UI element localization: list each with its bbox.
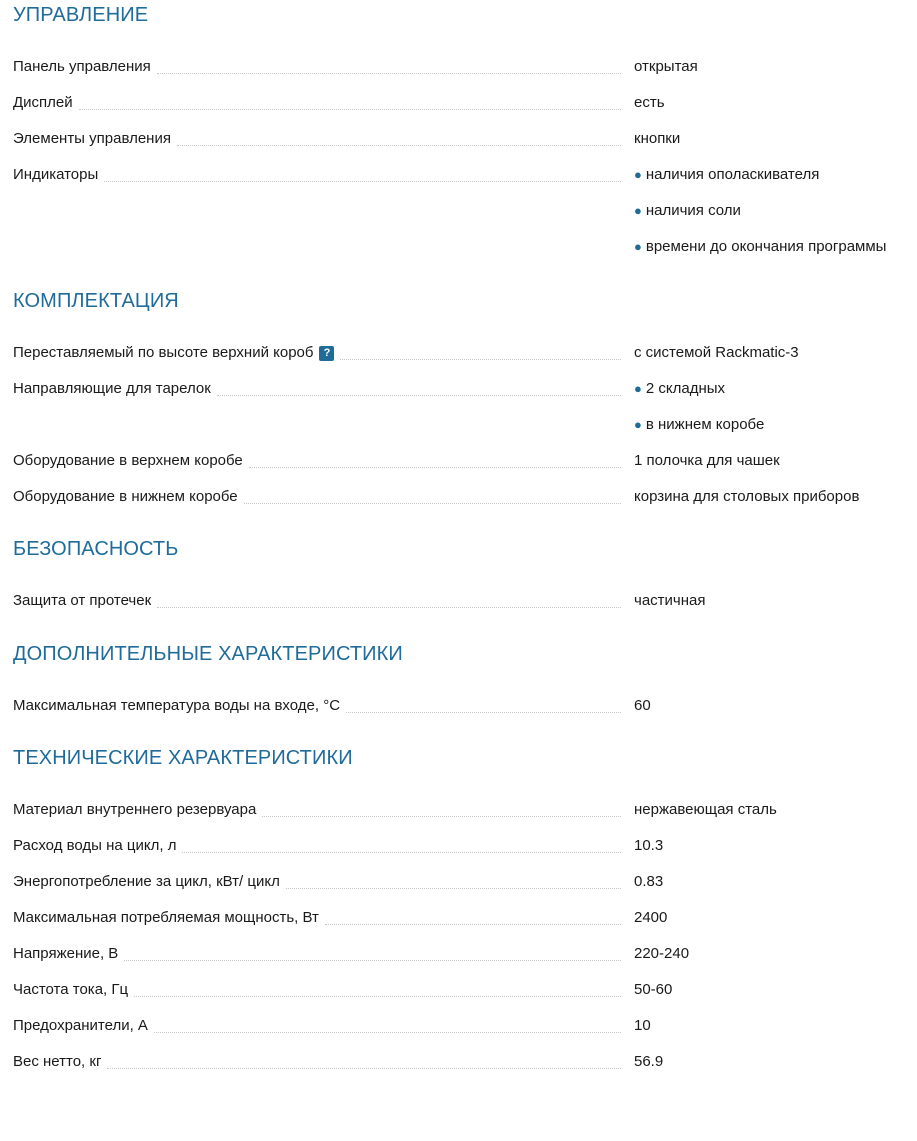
spec-value: 50-60: [634, 981, 673, 998]
spec-row: [13, 935, 917, 971]
spec-value: [634, 228, 886, 264]
bullet-icon: ●: [634, 417, 642, 432]
section-title: ДОПОЛНИТЕЛЬНЫЕ ХАРАКТЕРИСТИКИ: [13, 643, 403, 665]
spec-value-text: в нижнем коробе: [645, 416, 765, 433]
section-controls: [13, 0, 917, 264]
dotted-leader: [346, 712, 621, 713]
spec-label: Оборудование в нижнем коробе: [13, 488, 242, 506]
spec-row: [13, 334, 917, 370]
dotted-leader: [134, 996, 621, 997]
spec-label: Оборудование в верхнем коробе: [13, 452, 247, 470]
spec-rows: [13, 48, 917, 264]
spec-row: [13, 971, 917, 1007]
spec-row: [13, 827, 917, 863]
spec-value: 10.3: [634, 837, 664, 854]
spec-rows: [13, 582, 917, 618]
dotted-leader: [286, 888, 621, 889]
dotted-leader: [157, 73, 621, 74]
spec-value: [634, 156, 886, 192]
bullet-icon: ●: [634, 381, 642, 396]
section-safety: [13, 534, 917, 618]
spec-value: нержавеющая сталь: [634, 801, 777, 818]
spec-rows: [13, 791, 917, 1079]
spec-label: Индикаторы: [13, 166, 102, 184]
dotted-leader: [157, 607, 621, 608]
spec-label: Частота тока, Гц: [13, 981, 132, 999]
spec-value-text: наличия ополаскивателя: [645, 166, 820, 183]
spec-value: 56.9: [634, 1053, 664, 1070]
dotted-leader: [325, 924, 621, 925]
spec-value: частичная: [634, 592, 706, 609]
spec-value: 0.83: [634, 873, 664, 890]
section-title: ТЕХНИЧЕСКИЕ ХАРАКТЕРИСТИКИ: [13, 747, 353, 769]
spec-value: [634, 406, 764, 442]
spec-row: [13, 791, 917, 827]
section-additional: [13, 639, 917, 723]
spec-label: Материал внутреннего резервуара: [13, 801, 260, 819]
spec-row: [13, 899, 917, 935]
dotted-leader: [124, 960, 621, 961]
dotted-leader: [217, 395, 621, 396]
spec-value: есть: [634, 94, 665, 111]
spec-value: 10: [634, 1017, 651, 1034]
spec-label: Энергопотребление за цикл, кВт/ цикл: [13, 873, 284, 891]
dotted-leader: [244, 503, 621, 504]
spec-label: Вес нетто, кг: [13, 1053, 105, 1071]
dotted-leader: [107, 1068, 621, 1069]
spec-row: [13, 582, 917, 618]
spec-row: [13, 442, 917, 478]
spec-value: с системой Rackmatic-3: [634, 344, 799, 361]
spec-row: [13, 1043, 917, 1079]
dotted-leader: [262, 816, 621, 817]
spec-label: Напряжение, В: [13, 945, 122, 963]
spec-value: 1 полочка для чашек: [634, 452, 780, 469]
section-title: КОМПЛЕКТАЦИЯ: [13, 290, 179, 312]
bullet-icon: ●: [634, 203, 642, 218]
spec-row: [13, 156, 917, 264]
spec-label: [13, 344, 338, 362]
spec-label: Дисплей: [13, 94, 77, 112]
spec-rows: [13, 687, 917, 723]
spec-label: Элементы управления: [13, 130, 175, 148]
spec-label: Панель управления: [13, 58, 155, 76]
dotted-leader: [177, 145, 621, 146]
spec-rows: [13, 334, 917, 514]
section-title: БЕЗОПАСНОСТЬ: [13, 538, 179, 560]
dotted-leader: [154, 1032, 621, 1033]
section-title: УПРАВЛЕНИЕ: [13, 4, 149, 26]
spec-row: [13, 1007, 917, 1043]
dotted-leader: [79, 109, 621, 110]
section-technical: [13, 743, 917, 1079]
spec-label: Защита от протечек: [13, 592, 155, 610]
spec-value-text: наличия соли: [645, 202, 741, 219]
spec-label-text: Переставляемый по высоте верхний короб: [13, 344, 314, 361]
spec-value: корзина для столовых приборов: [634, 488, 860, 505]
spec-row: [13, 478, 917, 514]
spec-row: [13, 370, 917, 442]
spec-label: Максимальная потребляемая мощность, Вт: [13, 909, 323, 927]
spec-value: 2400: [634, 909, 668, 926]
spec-value: кнопки: [634, 130, 681, 147]
bullet-icon: ●: [634, 167, 642, 182]
dotted-leader: [182, 852, 621, 853]
spec-value: [634, 192, 886, 228]
spec-row: [13, 863, 917, 899]
spec-value: 220-240: [634, 945, 690, 962]
spec-value: открытая: [634, 58, 698, 75]
dotted-leader: [249, 467, 621, 468]
spec-row: [13, 84, 917, 120]
help-icon[interactable]: ?: [319, 346, 334, 361]
spec-value-text: 2 складных: [645, 380, 726, 397]
spec-label: Направляющие для тарелок: [13, 380, 215, 398]
spec-value: [634, 370, 764, 406]
dotted-leader: [340, 359, 621, 360]
spec-row: [13, 48, 917, 84]
bullet-icon: ●: [634, 239, 642, 254]
dotted-leader: [104, 181, 621, 182]
spec-value: 60: [634, 697, 651, 714]
spec-value-text: времени до окончания программы: [645, 238, 887, 255]
spec-label: Предохранители, А: [13, 1017, 152, 1035]
spec-row: [13, 687, 917, 723]
section-equipment: [13, 286, 917, 514]
spec-label: Расход воды на цикл, л: [13, 837, 180, 855]
spec-row: [13, 120, 917, 156]
spec-label: Максимальная температура воды на входе, °C: [13, 697, 344, 715]
